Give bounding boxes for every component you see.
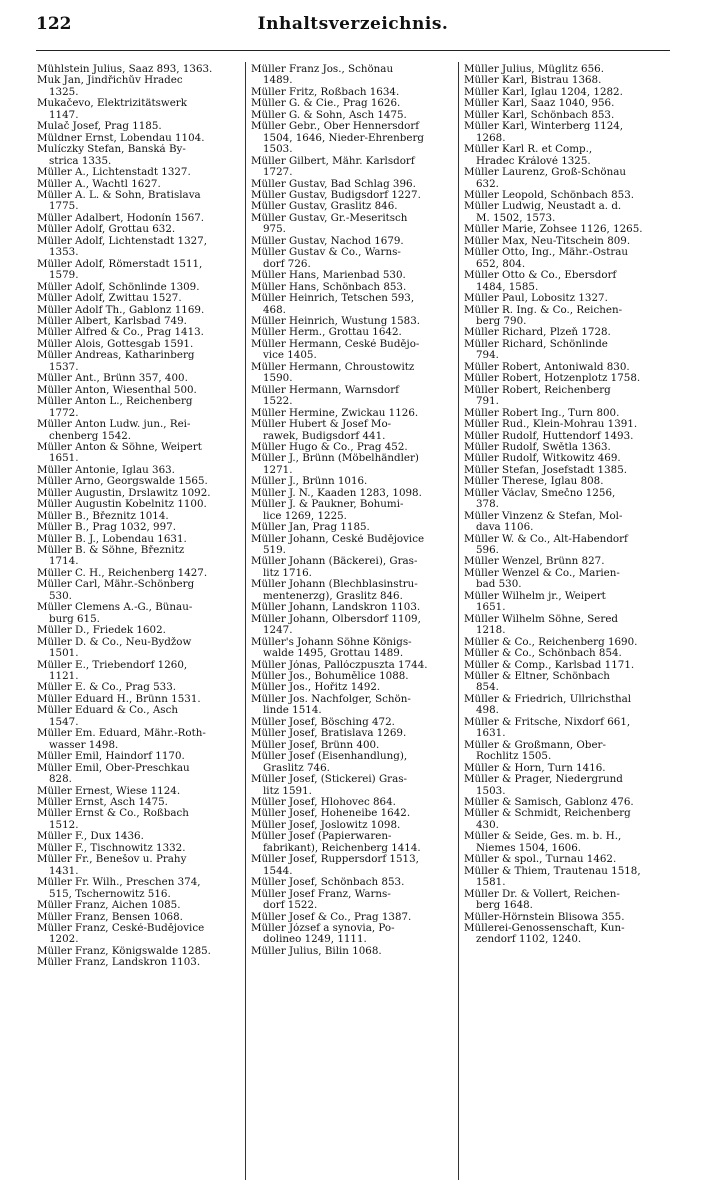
- index-entry: Müller Herm., Grottau 1642.: [251, 327, 402, 339]
- index-entry-continuation: 1512.: [49, 819, 79, 831]
- index-entry: Müller & Thiem, Trautenau 1518,: [464, 865, 641, 877]
- index-entry: Müller F., Dux 1436.: [37, 831, 144, 843]
- index-entry-continuation: 1431.: [49, 865, 79, 877]
- index-entry: Müller Karl, Schönbach 853.: [464, 109, 615, 121]
- index-entry: Müller Hugo & Co., Prag 452.: [251, 441, 408, 453]
- index-entry: Müller Alois, Gottesgab 1591.: [37, 338, 194, 350]
- index-entry: Müller Wilhelm Söhne, Sered: [464, 613, 619, 625]
- index-entry-continuation: chenberg 1542.: [49, 430, 132, 442]
- index-entry: Müller Josef (Eisenhandlung),: [251, 751, 408, 763]
- index-entry: Müller A. L. & Sohn, Bratislava: [37, 189, 201, 201]
- index-entry-continuation: dorf 726.: [263, 258, 311, 270]
- index-entry: Müller Josef (Papierwaren-: [251, 831, 392, 843]
- index-entry: Muk Jan, Jindřichův Hradec: [37, 75, 183, 87]
- index-entry-continuation: 1544.: [263, 865, 293, 877]
- index-entry: Müller Albert, Karlsbad 749.: [37, 315, 187, 327]
- index-entry-continuation: wasser 1498.: [49, 739, 119, 751]
- index-entry-continuation: 652, 804.: [476, 258, 526, 270]
- index-entry-continuation: 791.: [476, 396, 499, 408]
- index-entry-continuation: 1147.: [49, 109, 79, 121]
- index-entry: Müller Anton L., Reichenberg: [37, 396, 193, 408]
- index-entry: Müller B., Prag 1032, 997.: [37, 522, 176, 534]
- index-entry-continuation: vice 1405.: [263, 350, 317, 362]
- index-entry: Müller Josef, Hlohovec 864.: [251, 797, 396, 808]
- index-entry: Müller Em. Eduard, Mähr.-Roth-: [37, 728, 206, 740]
- index-entry: Müller Anton Ludw. jun., Rei-: [37, 419, 191, 431]
- index-entry: Müller Stefan, Josefstadt 1385.: [464, 464, 628, 476]
- index-entry: Müller & Comp., Karlsbad 1171.: [464, 659, 635, 671]
- index-entry: Müller Marie, Zohsee 1126, 1265.: [464, 224, 643, 236]
- index-entry-continuation: 632.: [476, 178, 499, 190]
- index-entry-continuation: 1202.: [49, 934, 79, 946]
- index-column-1: [37, 64, 245, 969]
- index-entry: Müller & Fritsche, Nixdorf 661,: [464, 716, 631, 728]
- index-entry: Müller Adalbert, Hodonín 1567.: [37, 212, 205, 224]
- index-entry: Müller Clemens A.-G., Bünau-: [37, 602, 193, 614]
- index-entry-continuation: 1268.: [476, 132, 506, 144]
- index-entry: Müller Laurenz, Groß-Schönau: [464, 167, 627, 179]
- index-entry: Müller Heinrich, Tetschen 593,: [251, 293, 415, 305]
- index-entry: Müller Heinrich, Wustung 1583.: [251, 315, 421, 327]
- index-entry-continuation: 1775.: [49, 201, 79, 213]
- index-entry: Müller Jos. Nachfolger, Schön-: [251, 693, 411, 705]
- index-entry: Müller Hermann, České Budějo-: [251, 338, 420, 350]
- index-entry: Müller A., Wachtl 1627.: [37, 178, 161, 190]
- index-entry: Müller Augustin Kobelnitz 1100.: [37, 499, 207, 511]
- index-entry-continuation: 828.: [49, 774, 72, 786]
- index-entry: Müller Ludwig, Neustadt a. d.: [464, 201, 622, 213]
- index-entry: Mulíczky Štefan, Banská By-: [37, 144, 186, 156]
- index-entry: Müller & Co., Reichenberg 1690.: [464, 636, 638, 648]
- index-entry: Müller Josef, Schönbach 853.: [251, 877, 405, 889]
- index-entry-continuation: 1714.: [49, 556, 79, 568]
- index-entry: Müller József a synovia, Po-: [251, 922, 395, 934]
- column-divider: [458, 62, 459, 1180]
- index-entry-continuation: 1353.: [49, 247, 79, 259]
- index-entry: Müller Emil, Ober-Preschkau: [37, 762, 190, 774]
- index-entry: Müller & Schmidt, Reichenberg: [464, 808, 631, 820]
- index-entry-continuation: Graslitz 746.: [263, 762, 330, 774]
- index-entry-continuation: 498.: [476, 705, 499, 717]
- index-entry-continuation: dorf 1522.: [263, 900, 318, 912]
- index-entry-continuation: Hradec Králové 1325.: [476, 155, 591, 167]
- index-entry-continuation: 519.: [263, 545, 286, 557]
- index-entry: Müller & spol., Turnau 1462.: [464, 854, 617, 866]
- index-entry-continuation: 1727.: [263, 167, 293, 179]
- index-entry: Müller Ernest, Wiese 1124.: [37, 785, 181, 797]
- index-entry: Müller Vinzenz & Stefan, Mol-: [464, 510, 623, 522]
- index-entry: Müller Gebr., Ober Hennersdorf: [251, 121, 420, 133]
- index-entry: Müller D., Friedek 1602.: [37, 625, 166, 637]
- index-entry: Müller & Eltner, Schönbach: [464, 671, 610, 683]
- index-entry: Müller G. & Cie., Prag 1626.: [251, 98, 401, 110]
- index-entry: Müller Johann (Blechblasinstru-: [251, 579, 418, 591]
- index-entry-continuation: 1504, 1646, Nieder-Ehrenberg: [263, 132, 424, 144]
- index-entry: Mühlstein Julius, Saaz 893, 1363.: [37, 64, 213, 75]
- index-entry: Müller Jos., Bohumělice 1088.: [251, 671, 409, 683]
- index-entry-continuation: 1651.: [49, 453, 79, 465]
- index-entry: Müller Eduard & Co., Asch: [37, 705, 178, 717]
- index-entry: Müller Robert Ing., Turn 800.: [464, 407, 620, 419]
- index-entry-continuation: berg 790.: [476, 315, 527, 327]
- index-entry-continuation: strica 1335.: [49, 155, 112, 167]
- index-entry-continuation: 1503.: [263, 144, 293, 156]
- index-entry-continuation: walde 1495, Grottau 1489.: [263, 648, 404, 660]
- index-entry: Müller Robert, Hotzenplotz 1758.: [464, 373, 641, 385]
- index-entry: Müller Hans, Marienbad 530.: [251, 270, 406, 282]
- index-entry: Müller Josef, Ruppersdorf 1513,: [251, 854, 419, 866]
- index-entry: Müller E., Triebendorf 1260,: [37, 659, 188, 671]
- index-entry-continuation: 1271.: [263, 464, 293, 476]
- index-entry: Müller W. & Co., Alt-Habendorf: [464, 533, 628, 545]
- index-entry-continuation: bad 530.: [476, 579, 522, 591]
- index-entry: Müller Gustav & Co., Warns-: [251, 247, 401, 259]
- index-entry: Müller Richard, Plzeň 1728.: [464, 327, 611, 339]
- index-entry: Müller Johann, České Budějovice: [251, 533, 425, 545]
- column-divider: [245, 62, 246, 1180]
- index-entry: Müller Andreas, Katharinberg: [37, 350, 195, 362]
- index-entry: Müller Gilbert, Mähr. Karlsdorf: [251, 155, 415, 167]
- index-entry-continuation: 1547.: [49, 716, 79, 728]
- index-entry-continuation: 1325.: [49, 86, 79, 98]
- index-entry: Müller & Großmann, Ober-: [464, 739, 606, 751]
- index-entry: Müller Josef, Joslowitz 1098.: [251, 819, 401, 831]
- index-entry-continuation: 1501.: [49, 648, 79, 660]
- index-entry-continuation: 430.: [476, 819, 499, 831]
- index-entry-continuation: 1489.: [263, 75, 293, 87]
- index-entry: Müller Fritz, Roßbach 1634.: [251, 86, 400, 98]
- index-entry: Müller Arno, Georgswalde 1565.: [37, 476, 208, 488]
- header-rule: [36, 50, 670, 51]
- index-entry-continuation: Rochlitz 1505.: [476, 751, 552, 763]
- index-entry: Müller F., Tischnowitz 1332.: [37, 842, 186, 854]
- index-entry: Müller Hermann, Chroustowitz: [251, 361, 415, 373]
- index-entry-continuation: mentenerzg), Graslitz 846.: [263, 590, 403, 602]
- index-entry: Müller & Seide, Ges. m. b. H.,: [464, 831, 622, 843]
- index-entry: Müller Karl R. et Comp.,: [464, 144, 593, 156]
- index-entry: Müller Therese, Iglau 808.: [464, 476, 604, 488]
- index-entry: Müller Gustav, Bad Schlag 396.: [251, 178, 416, 190]
- index-entry-continuation: 854.: [476, 682, 499, 694]
- index-entry-continuation: 596.: [476, 545, 499, 557]
- index-entry: Müller Antonie, Iglau 363.: [37, 464, 175, 476]
- index-entry: Müller Johann (Bäckerei), Gras-: [251, 556, 418, 568]
- index-entry: Mulač Josef, Prag 1185.: [37, 121, 162, 133]
- index-entry: Müller E. & Co., Prag 533.: [37, 682, 177, 694]
- index-entry-continuation: lice 1269, 1225.: [263, 510, 347, 522]
- index-entry: Müller Franz, České-Budějovice: [37, 922, 205, 934]
- index-entry: Müller G. & Sohn, Asch 1475.: [251, 109, 407, 121]
- index-entry: Müller Anton, Wiesenthal 500.: [37, 384, 197, 396]
- index-entry: Müller Josef & Co., Prag 1387.: [251, 911, 412, 923]
- index-entry: Müldner Ernst, Lobendau 1104.: [37, 132, 205, 144]
- index-entry: Müller Julius, Müglitz 656.: [464, 64, 604, 75]
- index-column-2: [251, 64, 459, 957]
- index-entry: Müller Adolf, Schönlinde 1309.: [37, 281, 200, 293]
- index-entry-continuation: 1218.: [476, 625, 506, 637]
- index-entry: Müller Hubert & Josef Mo-: [251, 419, 392, 431]
- index-entry: Müller Wenzel & Co., Marien-: [464, 567, 620, 579]
- index-entry: Müller C. H., Reichenberg 1427.: [37, 567, 208, 579]
- index-entry: Müller & Horn, Turn 1416.: [464, 762, 606, 774]
- index-entry: Müller B. & Söhne, Březnitz: [37, 545, 185, 557]
- index-entry: Müller Josef, Brünn 400.: [251, 739, 380, 751]
- index-entry-continuation: 1772.: [49, 407, 79, 419]
- index-entry: Müller & Friedrich, Ullrichsthal: [464, 693, 632, 705]
- index-entry: Müller J., Brünn (Möbelhändler): [251, 453, 419, 465]
- index-entry: Müller Václav, Smečno 1256,: [464, 487, 616, 499]
- index-entry: Müller Franz Jos., Schönau: [251, 64, 394, 75]
- index-entry: Müller Gustav, Gr.-Meseritsch: [251, 212, 408, 224]
- running-head: Inhaltsverzeichnis.: [257, 14, 449, 34]
- index-entry-continuation: zendorf 1102, 1240.: [476, 934, 582, 946]
- index-entry: Müller Hans, Schönbach 853.: [251, 281, 407, 293]
- index-entry: Müller's Johann Söhne Königs-: [251, 636, 412, 648]
- index-entry-continuation: 1121.: [49, 671, 79, 683]
- index-entry: Müller Augustin, Drslawitz 1092.: [37, 487, 211, 499]
- index-entry-continuation: litz 1716.: [263, 567, 312, 579]
- index-entry: Müller Franz, Königswalde 1285.: [37, 945, 211, 957]
- index-entry: Müller Josef, Bösching 472.: [251, 716, 395, 728]
- index-entry: Müller Robert, Antoniwald 830.: [464, 361, 630, 373]
- index-entry: Müller D. & Co., Neu-Bydžow: [37, 636, 192, 648]
- index-entry-continuation: burg 615.: [49, 613, 100, 625]
- index-entry: Müller Josef, Bratislava 1269.: [251, 728, 407, 740]
- index-entry: Müller Alfred & Co., Prag 1413.: [37, 327, 204, 339]
- index-entry: Müller Wilhelm jr., Weipert: [464, 590, 606, 602]
- index-entry: Mukačevo, Elektrizitätswerk: [37, 98, 187, 110]
- index-entry-continuation: 1503.: [476, 785, 506, 797]
- index-entry: Müller Karl, Winterberg 1124,: [464, 121, 624, 133]
- index-entry-continuation: 530.: [49, 590, 72, 602]
- index-entry: Müller Otto & Co., Ebersdorf: [464, 270, 617, 282]
- index-entry-continuation: 1581.: [476, 877, 506, 889]
- index-entry-continuation: linde 1514.: [263, 705, 322, 717]
- index-entry: Müller Jos., Hořitz 1492.: [251, 682, 381, 694]
- index-entry: Müller Anton & Söhne, Weipert: [37, 441, 202, 453]
- index-entry: Müller Jónas, Pallóczpuszta 1744.: [251, 659, 428, 671]
- index-entry: Müller Rudolf, Witkowitz 469.: [464, 453, 621, 465]
- index-entry-continuation: 468.: [263, 304, 286, 316]
- index-entry-continuation: dolineo 1249, 1111.: [263, 934, 367, 946]
- index-entry: Müller Robert, Reichenberg: [464, 384, 611, 396]
- index-entry-continuation: 794.: [476, 350, 499, 362]
- index-entry-continuation: berg 1648.: [476, 900, 533, 912]
- index-entry: Müller A., Lichtenstadt 1327.: [37, 167, 191, 179]
- index-entry: Müller Johann, Landskron 1103.: [251, 602, 421, 614]
- index-entry: Müller B. J., Lobendau 1631.: [37, 533, 187, 545]
- index-entry-continuation: M. 1502, 1573.: [476, 212, 556, 224]
- index-entry: Müller J. & Paukner, Bohumi-: [251, 499, 404, 511]
- index-entry: Müller Adolf, Zwittau 1527.: [37, 293, 182, 305]
- index-entry: Müller Karl, Bistrau 1368.: [464, 75, 602, 87]
- index-entry-continuation: Niemes 1504, 1606.: [476, 842, 582, 854]
- index-entry: Müller Carl, Mähr.-Schönberg: [37, 579, 195, 591]
- index-entry: Müller & Prager, Niedergrund: [464, 774, 623, 786]
- index-entry: Müller Rud., Klein-Mohrau 1391.: [464, 419, 638, 431]
- index-entry: Müller Ernst, Asch 1475.: [37, 797, 168, 808]
- index-entry: Müller Emil, Haindorf 1170.: [37, 751, 185, 763]
- index-entry: Müller Julius, Bilin 1068.: [251, 945, 382, 957]
- index-entry: Müller Leopold, Schönbach 853.: [464, 189, 635, 201]
- index-entry: Müller Hermann, Warnsdorf: [251, 384, 399, 396]
- index-entry: Müller Franz, Landskron 1103.: [37, 957, 201, 969]
- index-entry: Müller Josef Franz, Warns-: [251, 888, 391, 900]
- index-entry-continuation: rawek, Budigsdorf 441.: [263, 430, 386, 442]
- index-entry-continuation: 1631.: [476, 728, 506, 740]
- index-entry: Müller Adolf Th., Gablonz 1169.: [37, 304, 205, 316]
- index-entry-continuation: 1537.: [49, 361, 79, 373]
- index-entry: Müller Franz, Aichen 1085.: [37, 900, 181, 912]
- index-column-3: [464, 64, 672, 946]
- index-entry-continuation: fabrikant), Reichenberg 1414.: [263, 842, 421, 854]
- index-entry-continuation: 1247.: [263, 625, 293, 637]
- index-entry: Müller Richard, Schönlinde: [464, 338, 608, 350]
- index-entry: Müller Wenzel, Brünn 827.: [464, 556, 605, 568]
- index-entry: Müller Otto, Ing., Mähr.-Ostrau: [464, 247, 629, 259]
- index-entry: Müller Josef, Hoheneibe 1642.: [251, 808, 411, 820]
- index-entry: Müller Paul, Lobositz 1327.: [464, 293, 608, 305]
- index-entry: Müller Josef, (Stickerei) Gras-: [251, 774, 407, 786]
- index-entry: Müller Karl, Iglau 1204, 1282.: [464, 86, 623, 98]
- index-entry: Müller Fr., Benešov u. Prahy: [37, 854, 187, 866]
- index-entry: Müller Karl, Saaz 1040, 956.: [464, 98, 615, 110]
- index-entry: Müllerei-Genossenschaft, Kun-: [464, 922, 625, 934]
- index-entry-continuation: 1522.: [263, 396, 293, 408]
- index-entry: Müller Adolf, Römerstadt 1511,: [37, 258, 203, 270]
- page-number: 122: [36, 14, 72, 34]
- index-entry-continuation: 1484, 1585.: [476, 281, 539, 293]
- index-entry: Müller Hermine, Zwickau 1126.: [251, 407, 419, 419]
- index-entry: Müller J., Brünn 1016.: [251, 476, 368, 488]
- index-entry: Müller Dr. & Vollert, Reichen-: [464, 888, 620, 900]
- index-entry-continuation: dava 1106.: [476, 522, 534, 534]
- index-entry-continuation: 515, Tschernowitz 516.: [49, 888, 171, 900]
- index-entry-continuation: 975.: [263, 224, 286, 236]
- index-entry: Müller B., Březnitz 1014.: [37, 510, 169, 522]
- index-entry: Müller Fr. Wilh., Preschen 374,: [37, 877, 201, 889]
- index-entry-continuation: litz 1591.: [263, 785, 312, 797]
- index-entry-continuation: 378.: [476, 499, 499, 511]
- index-entry: Müller Johann, Olbersdorf 1109,: [251, 613, 421, 625]
- index-entry: Müller Gustav, Graslitz 846.: [251, 201, 398, 213]
- index-entry: Müller Gustav, Budigsdorf 1227.: [251, 189, 421, 201]
- index-entry-continuation: 1579.: [49, 270, 79, 282]
- index-entry-continuation: 1590.: [263, 373, 293, 385]
- index-entry: Müller Gustav, Nachod 1679.: [251, 235, 404, 247]
- index-entry: Müller Rudolf, Swětla 1363.: [464, 441, 611, 453]
- index-entry: Müller Adolf, Grottau 632.: [37, 224, 176, 236]
- index-entry-continuation: 1651.: [476, 602, 506, 614]
- index-entry: Müller Max, Neu-Titschein 809.: [464, 235, 631, 247]
- index-entry: Müller Ant., Brünn 357, 400.: [37, 373, 188, 385]
- index-entry: Müller Eduard H., Brünn 1531.: [37, 693, 201, 705]
- index-entry: Müller J. N., Kaaden 1283, 1098.: [251, 487, 422, 499]
- index-entry: Müller Ernst & Co., Roßbach: [37, 808, 189, 820]
- index-entry: Müller & Samisch, Gablonz 476.: [464, 797, 634, 808]
- index-entry: Müller & Co., Schönbach 854.: [464, 648, 622, 660]
- index-entry: Müller Franz, Bensen 1068.: [37, 911, 183, 923]
- index-entry: Müller R. Ing. & Co., Reichen-: [464, 304, 623, 316]
- index-entry: Müller Rudolf, Huttendorf 1493.: [464, 430, 634, 442]
- index-entry: Müller Adolf, Lichtenstadt 1327,: [37, 235, 207, 247]
- index-entry: Müller Jan, Prag 1185.: [251, 522, 370, 534]
- index-entry: Müller-Hörnstein Blisowa 355.: [464, 911, 625, 923]
- page-header: [36, 14, 670, 40]
